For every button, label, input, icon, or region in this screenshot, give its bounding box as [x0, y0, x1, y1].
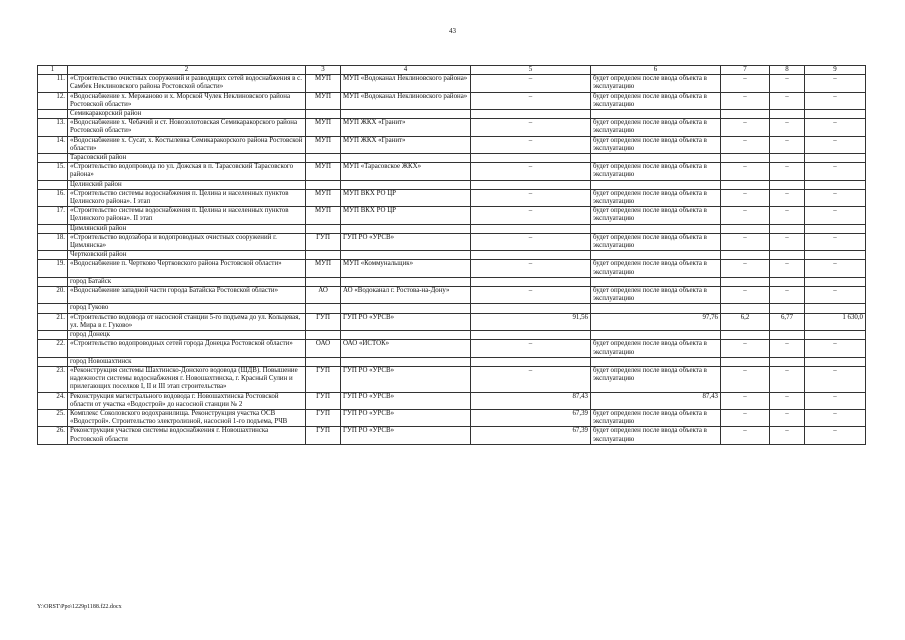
- organization-name: МУП «Коммунальщик»: [341, 260, 471, 277]
- row-number: 14.: [38, 136, 68, 153]
- value-col-8: –: [770, 119, 805, 136]
- ownership-form: ГУП: [306, 313, 341, 330]
- organization-name: АО «Водоканал г. Ростова-на-Дону»: [341, 287, 471, 304]
- ownership-form: ГУП: [306, 366, 341, 392]
- value-col-7: –: [721, 409, 770, 426]
- organization-name: ГУП РО «УРСВ»: [341, 392, 471, 409]
- value-col-9: –: [805, 92, 866, 109]
- organization-name: МУП ВКХ РО ЦР: [341, 189, 471, 206]
- object-name: «Водоснабжение западной части города Батайска Ростовской области»: [68, 287, 306, 304]
- object-name: «Строительство водопроводных сетей города Донецка Ростовской области»: [68, 340, 306, 357]
- organization-name: МУП «Водоканал Неклиновского района»: [341, 75, 471, 92]
- district-label: Тарасовский район: [68, 154, 306, 163]
- ownership-form: ГУП: [306, 427, 341, 444]
- value-col-9: –: [805, 233, 866, 250]
- district-empty-cell: [591, 110, 721, 119]
- value-col-6: будет определен после ввода объекта в эксплуатацию: [591, 119, 721, 136]
- district-empty-cell: [721, 357, 770, 366]
- row-number: 15.: [38, 163, 68, 180]
- district-heading-row: [38, 304, 866, 313]
- table-row: [38, 287, 866, 304]
- value-col-9: –: [805, 207, 866, 224]
- district-label: город Новошахтинск: [68, 357, 306, 366]
- value-col-7: –: [721, 392, 770, 409]
- district-empty-cell: [471, 110, 591, 119]
- district-empty-cell: [721, 331, 770, 340]
- organization-name: МУП «Водоканал Неклиновского района»: [341, 92, 471, 109]
- organization-name: ГУП РО «УРСВ»: [341, 313, 471, 330]
- district-empty-cell: [805, 331, 866, 340]
- ownership-form: МУП: [306, 189, 341, 206]
- value-col-6: будет определен после ввода объекта в эксплуатацию: [591, 233, 721, 250]
- district-empty-cell: [721, 251, 770, 260]
- district-empty-cell: [591, 277, 721, 286]
- organization-name: ГУП РО «УРСВ»: [341, 409, 471, 426]
- district-empty-cell: [591, 357, 721, 366]
- column-header: 4: [341, 66, 471, 75]
- ownership-form: ГУП: [306, 409, 341, 426]
- column-header: 8: [770, 66, 805, 75]
- district-empty-cell: [805, 277, 866, 286]
- value-col-5: –: [471, 75, 591, 92]
- district-empty-cell: [721, 304, 770, 313]
- district-empty-cell: [306, 110, 341, 119]
- ownership-form: МУП: [306, 75, 341, 92]
- column-header: 9: [805, 66, 866, 75]
- value-col-5: –: [471, 366, 591, 392]
- ownership-form: АО: [306, 287, 341, 304]
- district-empty-cell: [721, 277, 770, 286]
- value-col-5: –: [471, 189, 591, 206]
- district-heading-row: [38, 331, 866, 340]
- value-col-5: 67,39: [471, 427, 591, 444]
- district-heading-row: [38, 180, 866, 189]
- value-col-8: –: [770, 92, 805, 109]
- district-empty-cell: [770, 154, 805, 163]
- table-row: [38, 92, 866, 109]
- object-name: «Строительство системы водоснабжения п. Целина и населенных пунктов Целинского района». II этап: [68, 207, 306, 224]
- column-header: 6: [591, 66, 721, 75]
- column-header: 7: [721, 66, 770, 75]
- table-body: [38, 66, 866, 445]
- district-empty-cell: [591, 304, 721, 313]
- value-col-6: будет определен после ввода объекта в эксплуатацию: [591, 366, 721, 392]
- value-col-6: будет определен после ввода объекта в эксплуатацию: [591, 92, 721, 109]
- district-spacer-cell: [38, 331, 68, 340]
- district-label: Цимлянский район: [68, 224, 306, 233]
- ownership-form: МУП: [306, 136, 341, 153]
- district-spacer-cell: [38, 180, 68, 189]
- district-empty-cell: [721, 154, 770, 163]
- value-col-7: –: [721, 163, 770, 180]
- ownership-form: ГУП: [306, 392, 341, 409]
- table-row: [38, 189, 866, 206]
- district-empty-cell: [721, 110, 770, 119]
- value-col-5: –: [471, 163, 591, 180]
- page-number: 43: [449, 27, 456, 35]
- district-empty-cell: [341, 180, 471, 189]
- district-empty-cell: [306, 357, 341, 366]
- organization-name: МУП ВКХ РО ЦР: [341, 207, 471, 224]
- value-col-9: –: [805, 75, 866, 92]
- ownership-form: МУП: [306, 163, 341, 180]
- district-empty-cell: [471, 331, 591, 340]
- district-empty-cell: [721, 180, 770, 189]
- value-col-7: –: [721, 189, 770, 206]
- table-row: [38, 260, 866, 277]
- organization-name: ГУП РО «УРСВ»: [341, 427, 471, 444]
- row-number: 11.: [38, 75, 68, 92]
- value-col-9: 1 630,0: [805, 313, 866, 330]
- object-name: Комплекс Соколовского водохранилища. Реконструкция участка ОСВ «Водострой». Строительство электролизной, насосной 1-го подъема, РЧВ: [68, 409, 306, 426]
- column-header: 1: [38, 66, 68, 75]
- district-empty-cell: [770, 110, 805, 119]
- district-empty-cell: [306, 154, 341, 163]
- district-spacer-cell: [38, 154, 68, 163]
- value-col-9: –: [805, 163, 866, 180]
- value-col-8: –: [770, 233, 805, 250]
- value-col-7: –: [721, 119, 770, 136]
- value-col-7: 6,2: [721, 313, 770, 330]
- object-name: «Строительство водозабора и водопроводных очистных сооружений г. Цимлянска»: [68, 233, 306, 250]
- organization-name: ГУП РО «УРСВ»: [341, 233, 471, 250]
- district-empty-cell: [306, 277, 341, 286]
- district-label: город Донецк: [68, 331, 306, 340]
- row-number: 20.: [38, 287, 68, 304]
- district-empty-cell: [341, 110, 471, 119]
- table-row: [38, 75, 866, 92]
- value-col-6: будет определен после ввода объекта в эксплуатацию: [591, 260, 721, 277]
- district-empty-cell: [471, 277, 591, 286]
- value-col-6: будет определен после ввода объекта в эксплуатацию: [591, 163, 721, 180]
- table-row: [38, 340, 866, 357]
- value-col-8: –: [770, 340, 805, 357]
- organization-name: ОАО «ИСТОК»: [341, 340, 471, 357]
- table-row: [38, 207, 866, 224]
- value-col-5: –: [471, 233, 591, 250]
- district-empty-cell: [805, 251, 866, 260]
- file-path-footer: Y:\ORST\Ppo\1229p1188.f22.docx: [37, 604, 122, 610]
- value-col-6: будет определен после ввода объекта в эксплуатацию: [591, 287, 721, 304]
- object-name: «Водоснабжение х. Мержаново и х. Морской Чулек Неклиновского района Ростовской области»: [68, 92, 306, 109]
- value-col-7: –: [721, 366, 770, 392]
- district-heading-row: [38, 224, 866, 233]
- value-col-5: 67,39: [471, 409, 591, 426]
- value-col-6: 87,43: [591, 392, 721, 409]
- value-col-8: –: [770, 136, 805, 153]
- organization-name: МУП «Тарасовское ЖКХ»: [341, 163, 471, 180]
- district-label: Семикаракорский район: [68, 110, 306, 119]
- value-col-6: будет определен после ввода объекта в эксплуатацию: [591, 207, 721, 224]
- value-col-7: –: [721, 287, 770, 304]
- row-number: 26.: [38, 427, 68, 444]
- object-name: «Строительство системы водоснабжения п. Целина и населенных пунктов Целинского района». I этап: [68, 189, 306, 206]
- district-empty-cell: [770, 224, 805, 233]
- value-col-6: будет определен после ввода объекта в эксплуатацию: [591, 409, 721, 426]
- district-empty-cell: [471, 304, 591, 313]
- value-col-9: –: [805, 366, 866, 392]
- table-row: [38, 409, 866, 426]
- table-row: [38, 313, 866, 330]
- table-row: [38, 427, 866, 444]
- row-number: 12.: [38, 92, 68, 109]
- district-empty-cell: [770, 304, 805, 313]
- district-label: город Батайск: [68, 277, 306, 286]
- value-col-6: будет определен после ввода объекта в эксплуатацию: [591, 340, 721, 357]
- value-col-7: –: [721, 260, 770, 277]
- object-name: «Строительство очистных сооружений и разводящих сетей водоснабжения в с. Самбек Неклиновского района Ростовской области»: [68, 75, 306, 92]
- row-number: 23.: [38, 366, 68, 392]
- district-empty-cell: [591, 180, 721, 189]
- ownership-form: ГУП: [306, 233, 341, 250]
- district-empty-cell: [591, 154, 721, 163]
- district-empty-cell: [770, 357, 805, 366]
- value-col-9: –: [805, 189, 866, 206]
- value-col-6: будет определен после ввода объекта в эксплуатацию: [591, 136, 721, 153]
- value-col-8: –: [770, 427, 805, 444]
- table-row: [38, 163, 866, 180]
- district-empty-cell: [341, 251, 471, 260]
- value-col-9: –: [805, 392, 866, 409]
- district-label: Чертковский район: [68, 251, 306, 260]
- value-col-7: –: [721, 92, 770, 109]
- value-col-8: 6,77: [770, 313, 805, 330]
- ownership-form: МУП: [306, 207, 341, 224]
- value-col-5: –: [471, 92, 591, 109]
- table-row: [38, 119, 866, 136]
- district-empty-cell: [306, 251, 341, 260]
- column-header: 3: [306, 66, 341, 75]
- district-label: Целинский район: [68, 180, 306, 189]
- column-header: 2: [68, 66, 306, 75]
- ownership-form: МУП: [306, 260, 341, 277]
- organization-name: МУП ЖКХ «Гранит»: [341, 119, 471, 136]
- row-number: 19.: [38, 260, 68, 277]
- value-col-9: –: [805, 260, 866, 277]
- value-col-9: –: [805, 427, 866, 444]
- row-number: 25.: [38, 409, 68, 426]
- value-col-7: –: [721, 207, 770, 224]
- value-col-5: 87,43: [471, 392, 591, 409]
- district-spacer-cell: [38, 304, 68, 313]
- row-number: 24.: [38, 392, 68, 409]
- district-empty-cell: [770, 251, 805, 260]
- district-empty-cell: [341, 357, 471, 366]
- district-empty-cell: [591, 251, 721, 260]
- district-empty-cell: [770, 277, 805, 286]
- value-col-8: –: [770, 366, 805, 392]
- value-col-7: –: [721, 136, 770, 153]
- table-row: [38, 136, 866, 153]
- district-label: город Гуково: [68, 304, 306, 313]
- value-col-8: –: [770, 75, 805, 92]
- district-empty-cell: [341, 277, 471, 286]
- district-empty-cell: [471, 180, 591, 189]
- value-col-9: –: [805, 136, 866, 153]
- value-col-9: –: [805, 287, 866, 304]
- value-col-7: –: [721, 233, 770, 250]
- value-col-8: –: [770, 409, 805, 426]
- district-empty-cell: [721, 224, 770, 233]
- table-row: [38, 233, 866, 250]
- table-row: [38, 366, 866, 392]
- row-number: 18.: [38, 233, 68, 250]
- row-number: 21.: [38, 313, 68, 330]
- district-empty-cell: [805, 357, 866, 366]
- district-heading-row: [38, 154, 866, 163]
- value-col-5: –: [471, 287, 591, 304]
- district-empty-cell: [341, 224, 471, 233]
- object-name: Реконструкция магистрального водовода г. Новошахтинска Ростовской области от участка «Водострой» до насосной станции № 2: [68, 392, 306, 409]
- value-col-5: –: [471, 119, 591, 136]
- value-col-7: –: [721, 75, 770, 92]
- value-col-5: –: [471, 136, 591, 153]
- row-number: 17.: [38, 207, 68, 224]
- district-empty-cell: [805, 304, 866, 313]
- value-col-6: будет определен после ввода объекта в эксплуатацию: [591, 427, 721, 444]
- ownership-form: МУП: [306, 119, 341, 136]
- district-empty-cell: [805, 224, 866, 233]
- value-col-7: –: [721, 427, 770, 444]
- value-col-5: –: [471, 207, 591, 224]
- district-empty-cell: [471, 251, 591, 260]
- column-header: 5: [471, 66, 591, 75]
- value-col-5: –: [471, 260, 591, 277]
- ownership-form: ОАО: [306, 340, 341, 357]
- row-number: 13.: [38, 119, 68, 136]
- district-empty-cell: [341, 154, 471, 163]
- object-name: «Водоснабжение х. Чебачий и ст. Новозолотовская Семикаракорского района Ростовской области»: [68, 119, 306, 136]
- column-number-row: [38, 66, 866, 75]
- value-col-9: –: [805, 409, 866, 426]
- value-col-7: –: [721, 340, 770, 357]
- value-col-9: –: [805, 340, 866, 357]
- district-empty-cell: [341, 331, 471, 340]
- organization-name: МУП ЖКХ «Гранит»: [341, 136, 471, 153]
- value-col-8: –: [770, 163, 805, 180]
- value-col-6: 97,76: [591, 313, 721, 330]
- district-empty-cell: [805, 154, 866, 163]
- district-heading-row: [38, 110, 866, 119]
- district-empty-cell: [591, 224, 721, 233]
- organization-name: ГУП РО «УРСВ»: [341, 366, 471, 392]
- district-heading-row: [38, 357, 866, 366]
- district-empty-cell: [306, 304, 341, 313]
- district-empty-cell: [341, 304, 471, 313]
- district-empty-cell: [471, 154, 591, 163]
- district-spacer-cell: [38, 110, 68, 119]
- investment-program-table: [37, 65, 866, 445]
- district-spacer-cell: [38, 251, 68, 260]
- value-col-8: –: [770, 260, 805, 277]
- district-empty-cell: [770, 180, 805, 189]
- value-col-5: –: [471, 340, 591, 357]
- value-col-6: будет определен после ввода объекта в эксплуатацию: [591, 75, 721, 92]
- value-col-8: –: [770, 189, 805, 206]
- object-name: «Реконструкция системы Шахтинско-Донского водовода (ШДВ). Повышение надежности системы водоснабжения г. Новошахтинска, г. Красный Сулин и прилегающих поселков I, II и III этап строительства»: [68, 366, 306, 392]
- district-heading-row: [38, 277, 866, 286]
- object-name: «Водоснабжение п. Чертково Чертковского района Ростовской области»: [68, 260, 306, 277]
- district-empty-cell: [471, 357, 591, 366]
- value-col-8: –: [770, 392, 805, 409]
- district-empty-cell: [770, 331, 805, 340]
- object-name: «Строительство водопровода по ул. Дожская в п. Тарасовский Тарасовского района»: [68, 163, 306, 180]
- row-number: 22.: [38, 340, 68, 357]
- district-empty-cell: [591, 331, 721, 340]
- table-row: [38, 392, 866, 409]
- object-name: «Водоснабжение х. Сусат, х. Костылевка Семикаракорского района Ростовской области»: [68, 136, 306, 153]
- row-number: 16.: [38, 189, 68, 206]
- district-spacer-cell: [38, 357, 68, 366]
- ownership-form: МУП: [306, 92, 341, 109]
- value-col-8: –: [770, 287, 805, 304]
- district-empty-cell: [306, 331, 341, 340]
- district-spacer-cell: [38, 224, 68, 233]
- value-col-6: будет определен после ввода объекта в эксплуатацию: [591, 189, 721, 206]
- district-empty-cell: [471, 224, 591, 233]
- district-heading-row: [38, 251, 866, 260]
- district-empty-cell: [805, 110, 866, 119]
- object-name: Реконструкция участков системы водоснабжения г. Новошахтинска Ростовской области: [68, 427, 306, 444]
- object-name: «Строительство водовода от насосной станции 5-го подъема до ул. Кольцевая, ул. Мира в г. Гуково»: [68, 313, 306, 330]
- value-col-8: –: [770, 207, 805, 224]
- district-empty-cell: [805, 180, 866, 189]
- district-empty-cell: [306, 224, 341, 233]
- district-empty-cell: [306, 180, 341, 189]
- district-spacer-cell: [38, 277, 68, 286]
- value-col-9: –: [805, 119, 866, 136]
- value-col-5: 91,56: [471, 313, 591, 330]
